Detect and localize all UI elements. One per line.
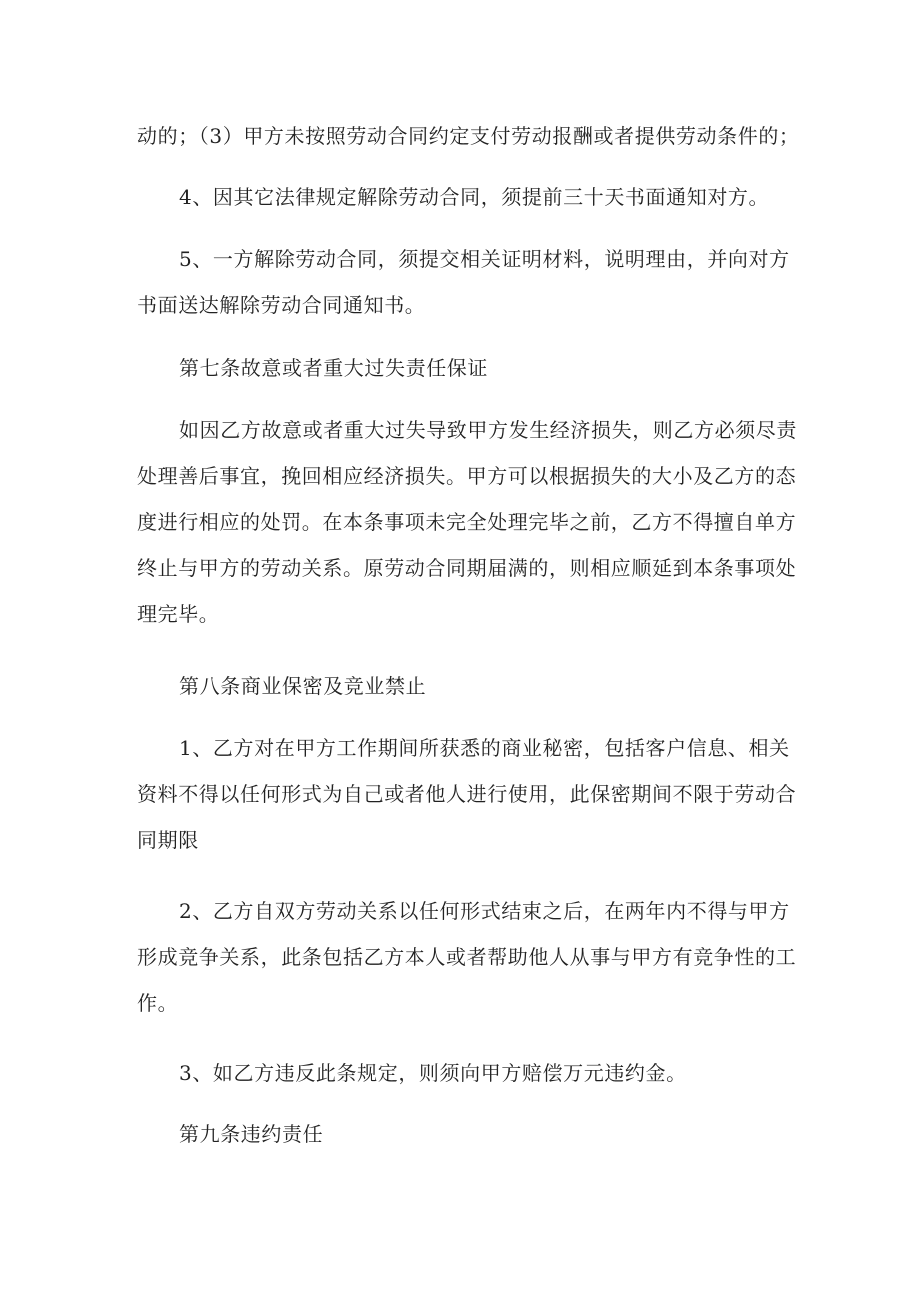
- text-line: 动的；（3）甲方未按照劳动合同约定支付劳动报酬或者提供劳动条件的；: [137, 124, 800, 148]
- text-line: 3、如乙方违反此条规定，则须向甲方赔偿万元违约金。: [179, 1061, 687, 1085]
- text-line: 如因乙方故意或者重大过失导致甲方发生经济损失，则乙方必须尽责: [179, 418, 797, 442]
- paragraph-article-8-item-1: [137, 725, 797, 863]
- paragraph-continuation: [137, 113, 800, 159]
- text-line: 度进行相应的处罚。在本条事项未完全处理完毕之前，乙方不得擅自单方: [137, 510, 797, 534]
- paragraph-article-8-item-3: [137, 1050, 787, 1096]
- text-line: 2、乙方自双方劳动关系以任何形式结束之后，在两年内不得与甲方: [179, 899, 790, 923]
- paragraph-item-5: [137, 236, 790, 328]
- text-line: 第九条违约责任: [179, 1122, 324, 1146]
- text-line: 第八条商业保密及竞业禁止: [179, 674, 427, 698]
- text-line: 资料不得以任何形式为自己或者他人进行使用，此保密期间不限于劳动合: [137, 782, 797, 806]
- text-line: 第七条故意或者重大过失责任保证: [179, 356, 488, 380]
- text-line: 形成竞争关系，此条包括乙方本人或者帮助他人从事与甲方有竞争性的工: [137, 945, 797, 969]
- section-heading-article-8: [137, 663, 787, 709]
- paragraph-article-8-item-2: [137, 888, 797, 1026]
- text-line: 1、乙方对在甲方工作期间所获悉的商业秘密，包括客户信息、相关: [179, 736, 790, 760]
- text-line: 终止与甲方的劳动关系。原劳动合同期届满的，则相应顺延到本条事项处: [137, 556, 797, 580]
- text-line: 理完毕。: [137, 602, 220, 626]
- text-line: 同期限: [137, 828, 199, 852]
- text-line: 书面送达解除劳动合同通知书。: [137, 293, 426, 317]
- text-line: 处理善后事宜，挽回相应经济损失。甲方可以根据损失的大小及乙方的态: [137, 464, 797, 488]
- paragraph-article-7-body: [137, 407, 797, 637]
- paragraph-item-4: [137, 174, 787, 220]
- text-line: 4、因其它法律规定解除劳动合同，须提前三十天书面通知对方。: [179, 185, 770, 209]
- text-line: 作。: [137, 991, 179, 1015]
- section-heading-article-7: [137, 345, 787, 391]
- section-heading-article-9: [137, 1111, 787, 1157]
- text-line: 5、一方解除劳动合同，须提交相关证明材料，说明理由，并向对方: [179, 247, 790, 271]
